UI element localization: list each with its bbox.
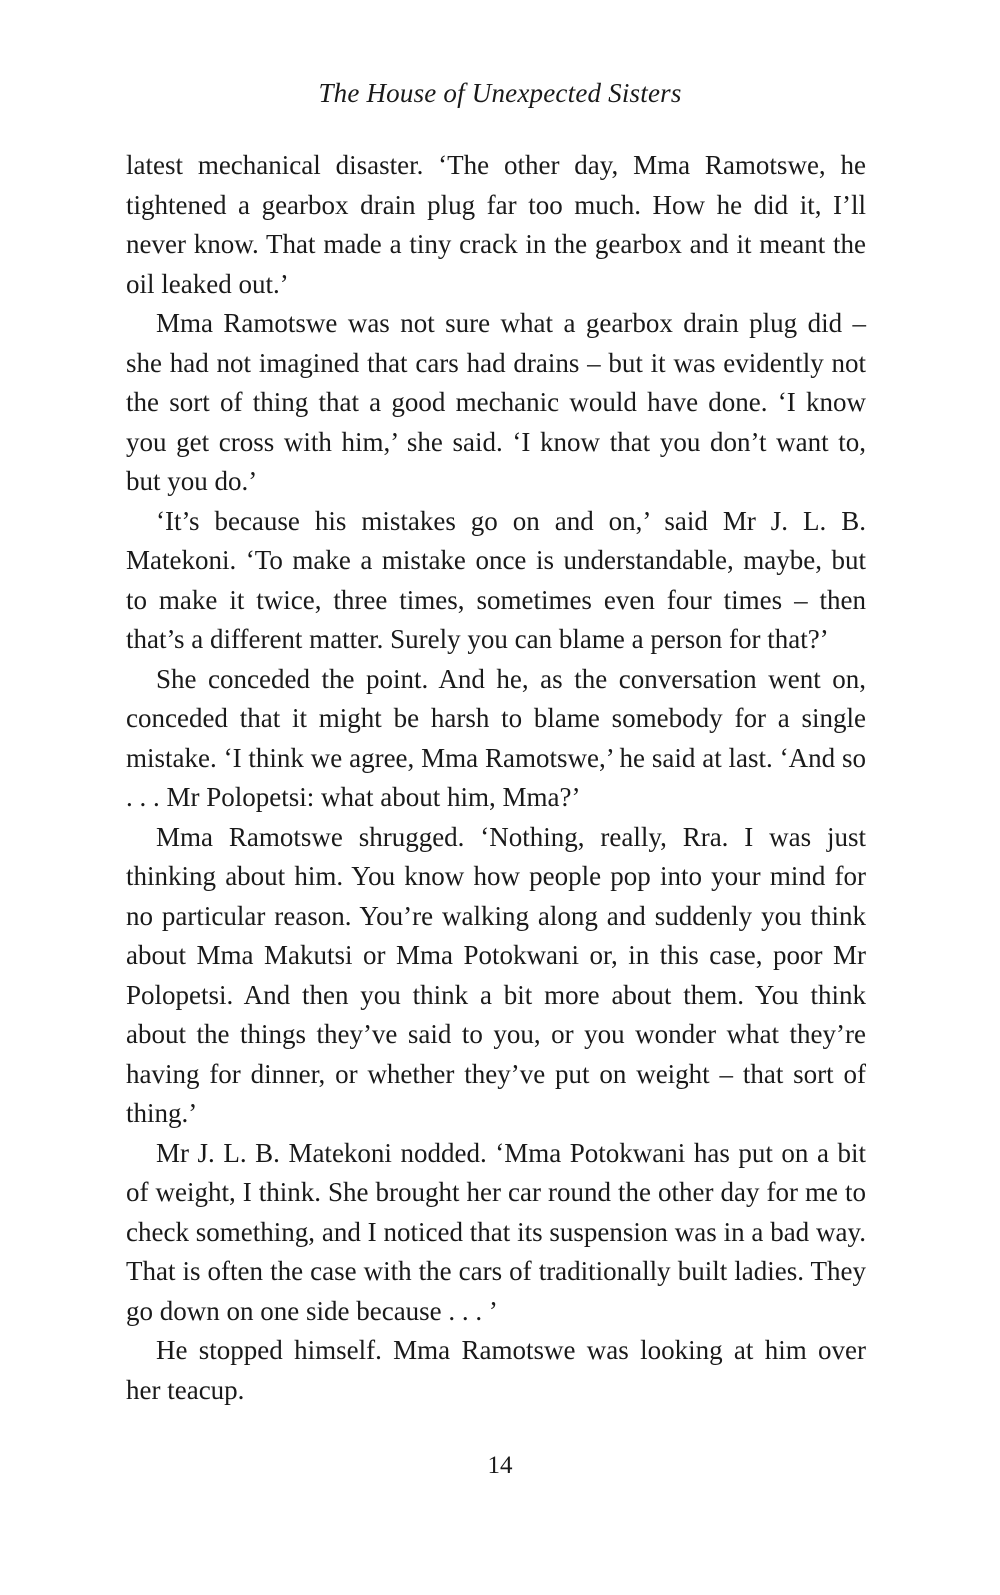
paragraph-6: Mr J. L. B. Matekoni nodded. ‘Mma Potokwani has put on a bit of weight, I think. She brought her car round the other day for me to check something, and I noticed that its suspension was in a bad way. That is often the case with the cars of traditionally built ladies. They go down on one side because . . . ’	[126, 1137, 866, 1326]
paragraph-1: latest mechanical disaster. ‘The other day, Mma Ramotswe, he tightened a gearbox drain plug far too much. How he did it, I’ll never know. That made a tiny crack in the gearbox and it meant the oil leaked out.’	[126, 150, 866, 299]
paragraph-4: She conceded the point. And he, as the conversation went on, conceded that it might be harsh to blame somebody for a single mistake. ‘I think we agree, Mma Ramotswe,’ he said at last. ‘And so . . . Mr Polopetsi: what about him, Mma?’	[126, 663, 866, 812]
page-number: 14	[487, 1452, 513, 1479]
paragraph-2: Mma Ramotswe was not sure what a gearbox drain plug did – she had not imagined that cars had drains – but it was evidently not the sort of thing that a good mechanic would have done. ‘I know you get cross with him,’ she said. ‘I know that you don’t want to, but you do.’	[126, 308, 866, 496]
paragraph-3: ‘It’s because his mistakes go on and on,’ said Mr J. L. B. Matekoni. ‘To make a mistake once is understandable, maybe, but to make it twice, three times, sometimes even four times – then that’s a different matter. Surely you can blame a person for that?’	[126, 505, 866, 654]
paragraph-5: Mma Ramotswe shrugged. ‘Nothing, really, Rra. I was just thinking about him. You know how people pop into your mind for no particular reason. You’re walking along and suddenly you think about Mma Makutsi or Mma Potokwani or, in this case, poor Mr Polopetsi. And then you think a bit more about them. You think about the things they’ve said to you, or you wonder what they’re having for dinner, or whether they’ve put on weight – that sort of thing.’	[126, 821, 866, 1128]
paragraph-7: He stopped himself. Mma Ramotswe was looking at him over her teacup.	[126, 1335, 866, 1405]
running-head-title: The House of Unexpected Sisters	[318, 78, 682, 108]
body-text	[126, 146, 866, 1410]
